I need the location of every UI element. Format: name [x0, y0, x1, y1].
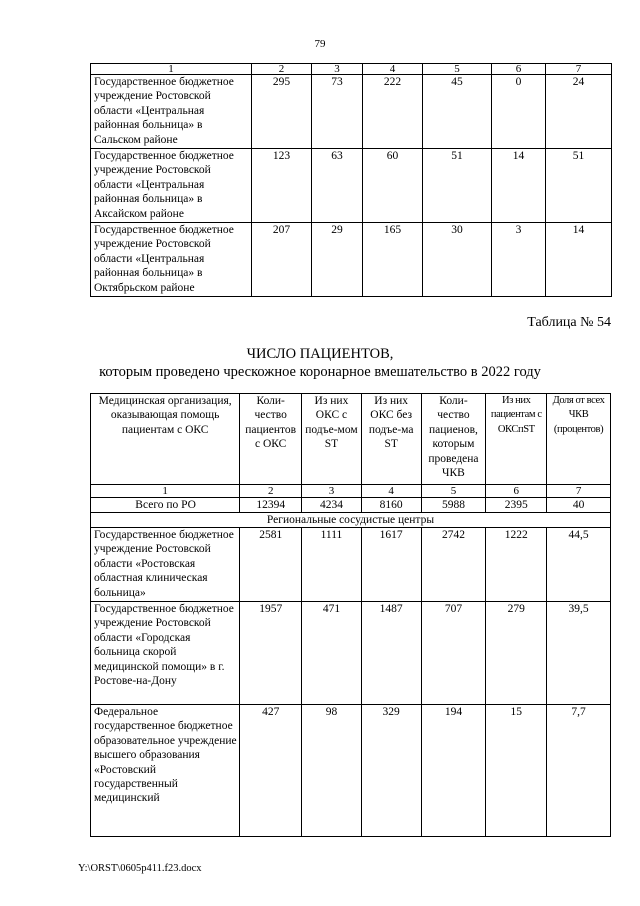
organization-name: Государственное бюджетное учреждение Ростовской области «Ростовская областная клиническая больница»: [91, 528, 240, 602]
column-header-share: Доля от всех ЧКВ (процентов): [547, 394, 611, 485]
total-label: Всего по РО: [91, 498, 240, 513]
table-cell: 165: [363, 223, 423, 297]
table-cell: 30: [423, 223, 492, 297]
column-header-pci-stemi: Из них пациентам с ОКСпST: [486, 394, 547, 485]
organization-name: Государственное бюджетное учреждение Ростовской области «Городская больница скорой медицинской помощи» в г. Ростове-на-Дону: [91, 602, 240, 705]
pci-patients-table: [90, 393, 611, 837]
table-cell: 39,5: [547, 602, 611, 705]
table-row: [91, 149, 612, 223]
table-cell: 329: [361, 705, 421, 837]
table-cell: 2742: [421, 528, 486, 602]
header-row: [91, 394, 611, 485]
table-row: [91, 75, 612, 149]
column-index: 5: [421, 485, 486, 498]
column-index: 2: [252, 64, 312, 75]
organization-name: Государственное бюджетное учреждение Ростовской области «Центральная районная больница» в Сальском районе: [91, 75, 252, 149]
column-index: 6: [492, 64, 546, 75]
table-cell: 4234: [302, 498, 362, 513]
column-header-pci-count: Коли-чество пациенов, которым проведена ЧКВ: [421, 394, 486, 485]
section-row: [91, 513, 611, 528]
column-header-patients: Коли-чество пациентов с ОКС: [240, 394, 302, 485]
table-row: [91, 528, 611, 602]
table-cell: 51: [546, 149, 612, 223]
table-cell: 2581: [240, 528, 302, 602]
table-cell: 7,7: [547, 705, 611, 837]
column-index: 6: [486, 485, 547, 498]
table-cell: 707: [421, 602, 486, 705]
table-cell: 14: [492, 149, 546, 223]
table-cell: 1617: [361, 528, 421, 602]
page-number: 79: [314, 38, 326, 50]
column-index: 2: [240, 485, 302, 498]
column-index: 1: [91, 64, 252, 75]
table-cell: 194: [421, 705, 486, 837]
index-row: [91, 485, 611, 498]
column-index: 7: [546, 64, 612, 75]
column-index: 1: [91, 485, 240, 498]
organization-name: Государственное бюджетное учреждение Ростовской области «Центральная районная больница» в Аксайском районе: [91, 149, 252, 223]
header-row: [91, 64, 612, 75]
table-title: ЧИСЛО ПАЦИЕНТОВ,: [246, 346, 394, 362]
column-index: 3: [312, 64, 363, 75]
table-cell: 1111: [302, 528, 362, 602]
table-cell: 73: [312, 75, 363, 149]
file-path-footer: Y:\ORST\0605p411.f23.docx: [78, 863, 202, 874]
column-index: 4: [363, 64, 423, 75]
table-cell: 12394: [240, 498, 302, 513]
table-cell: 15: [486, 705, 547, 837]
table-cell: 1487: [361, 602, 421, 705]
table-cell: 279: [486, 602, 547, 705]
table-cell: 63: [312, 149, 363, 223]
table-cell: 40: [547, 498, 611, 513]
column-index: 5: [423, 64, 492, 75]
table-cell: 60: [363, 149, 423, 223]
column-header-no-st-elevation: Из них ОКС без подъе-ма ST: [361, 394, 421, 485]
table-cell: 1957: [240, 602, 302, 705]
table-cell: 2395: [486, 498, 547, 513]
column-header-st-elevation: Из них ОКС с подъе-мом ST: [302, 394, 362, 485]
table-cell: 471: [302, 602, 362, 705]
table-cell: 3: [492, 223, 546, 297]
organization-name: Федеральное государственное бюджетное образовательное учреждение высшего образования «Ростовский государственный медицинский: [91, 705, 240, 837]
table-cell: 5988: [421, 498, 486, 513]
table-cell: 207: [252, 223, 312, 297]
column-index: 4: [361, 485, 421, 498]
table-row: [91, 602, 611, 705]
table-subtitle: которым проведено чрескожное коронарное вмешательство в 2022 году: [99, 364, 541, 380]
table-cell: 51: [423, 149, 492, 223]
table-row: [91, 705, 611, 837]
table-cell: 29: [312, 223, 363, 297]
table-caption: Таблица № 54: [527, 315, 611, 330]
continuation-table: [90, 63, 612, 297]
table-row: [91, 223, 612, 297]
table-cell: 45: [423, 75, 492, 149]
column-index: 3: [302, 485, 362, 498]
organization-name: Государственное бюджетное учреждение Ростовской области «Центральная районная больница» в Октябрьском районе: [91, 223, 252, 297]
table-cell: 1222: [486, 528, 547, 602]
table-cell: 123: [252, 149, 312, 223]
table-cell: 427: [240, 705, 302, 837]
table-cell: 98: [302, 705, 362, 837]
section-title: Региональные сосудистые центры: [91, 513, 611, 528]
column-index: 7: [547, 485, 611, 498]
table-cell: 24: [546, 75, 612, 149]
table-cell: 8160: [361, 498, 421, 513]
column-header-organization: Медицинская организация, оказывающая помощь пациентам с ОКС: [91, 394, 240, 485]
table-cell: 14: [546, 223, 612, 297]
table-cell: 0: [492, 75, 546, 149]
table-cell: 295: [252, 75, 312, 149]
table-cell: 44,5: [547, 528, 611, 602]
total-row: [91, 498, 611, 513]
table-cell: 222: [363, 75, 423, 149]
